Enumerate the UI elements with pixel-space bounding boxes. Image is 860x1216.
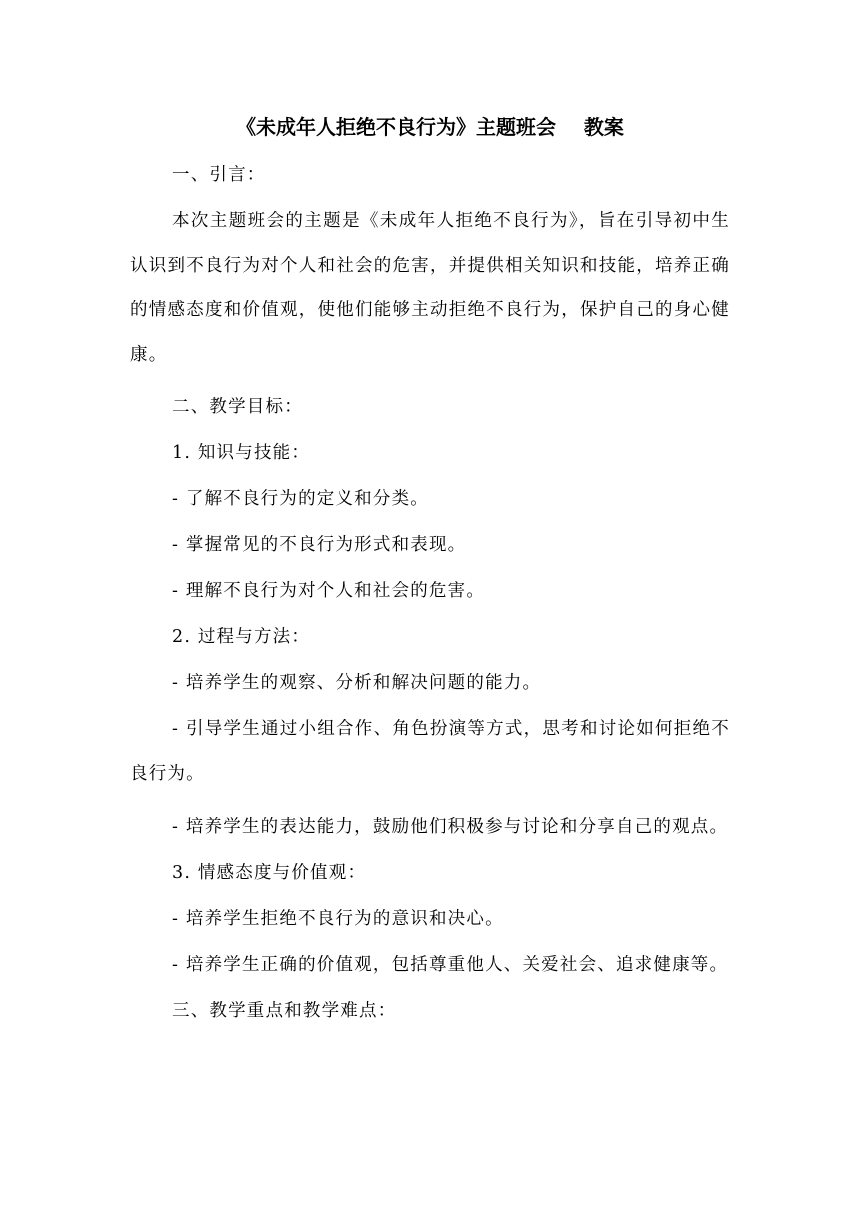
- paragraph-introduction: 本次主题班会的主题是《未成年人拒绝不良行为》，旨在引导初中生认识到不良行为对个人和社会的危害，并提供相关知识和技能，培养正确的情感态度和价值观，使他们能够主动拒绝不良行为，保护自己的身心健康。: [130, 211, 730, 365]
- document-body: [130, 160, 730, 1027]
- list-item: - 掌握常见的不良行为形式和表现。: [172, 535, 467, 555]
- list-item: - 理解不良行为对个人和社会的危害。: [172, 581, 486, 601]
- list-item: - 培养学生正确的价值观，包括尊重他人、关爱社会、追求健康等。: [172, 955, 729, 975]
- section-heading-objectives: 二、教学目标：: [172, 397, 303, 417]
- section-heading-key-points: 三、教学重点和教学难点：: [172, 1001, 397, 1021]
- section-heading-introduction: 一、引言：: [172, 165, 266, 185]
- list-item: - 培养学生的表达能力，鼓励他们积极参与讨论和分享自己的观点。: [172, 817, 729, 837]
- subheading-knowledge-skills: 1. 知识与技能：: [172, 443, 311, 463]
- list-item: - 引导学生通过小组合作、角色扮演等方式，思考和讨论如何拒绝不良行为。: [130, 719, 730, 784]
- list-item: - 了解不良行为的定义和分类。: [172, 489, 429, 509]
- subheading-process-methods: 2. 过程与方法：: [172, 627, 311, 647]
- list-item: - 培养学生的观察、分析和解决问题的能力。: [172, 673, 542, 693]
- subheading-emotion-values: 3. 情感态度与价值观：: [172, 863, 367, 883]
- list-item: - 培养学生拒绝不良行为的意识和决心。: [172, 909, 504, 929]
- document-title: 《未成年人拒绝不良行为》主题班会 教案: [236, 115, 624, 139]
